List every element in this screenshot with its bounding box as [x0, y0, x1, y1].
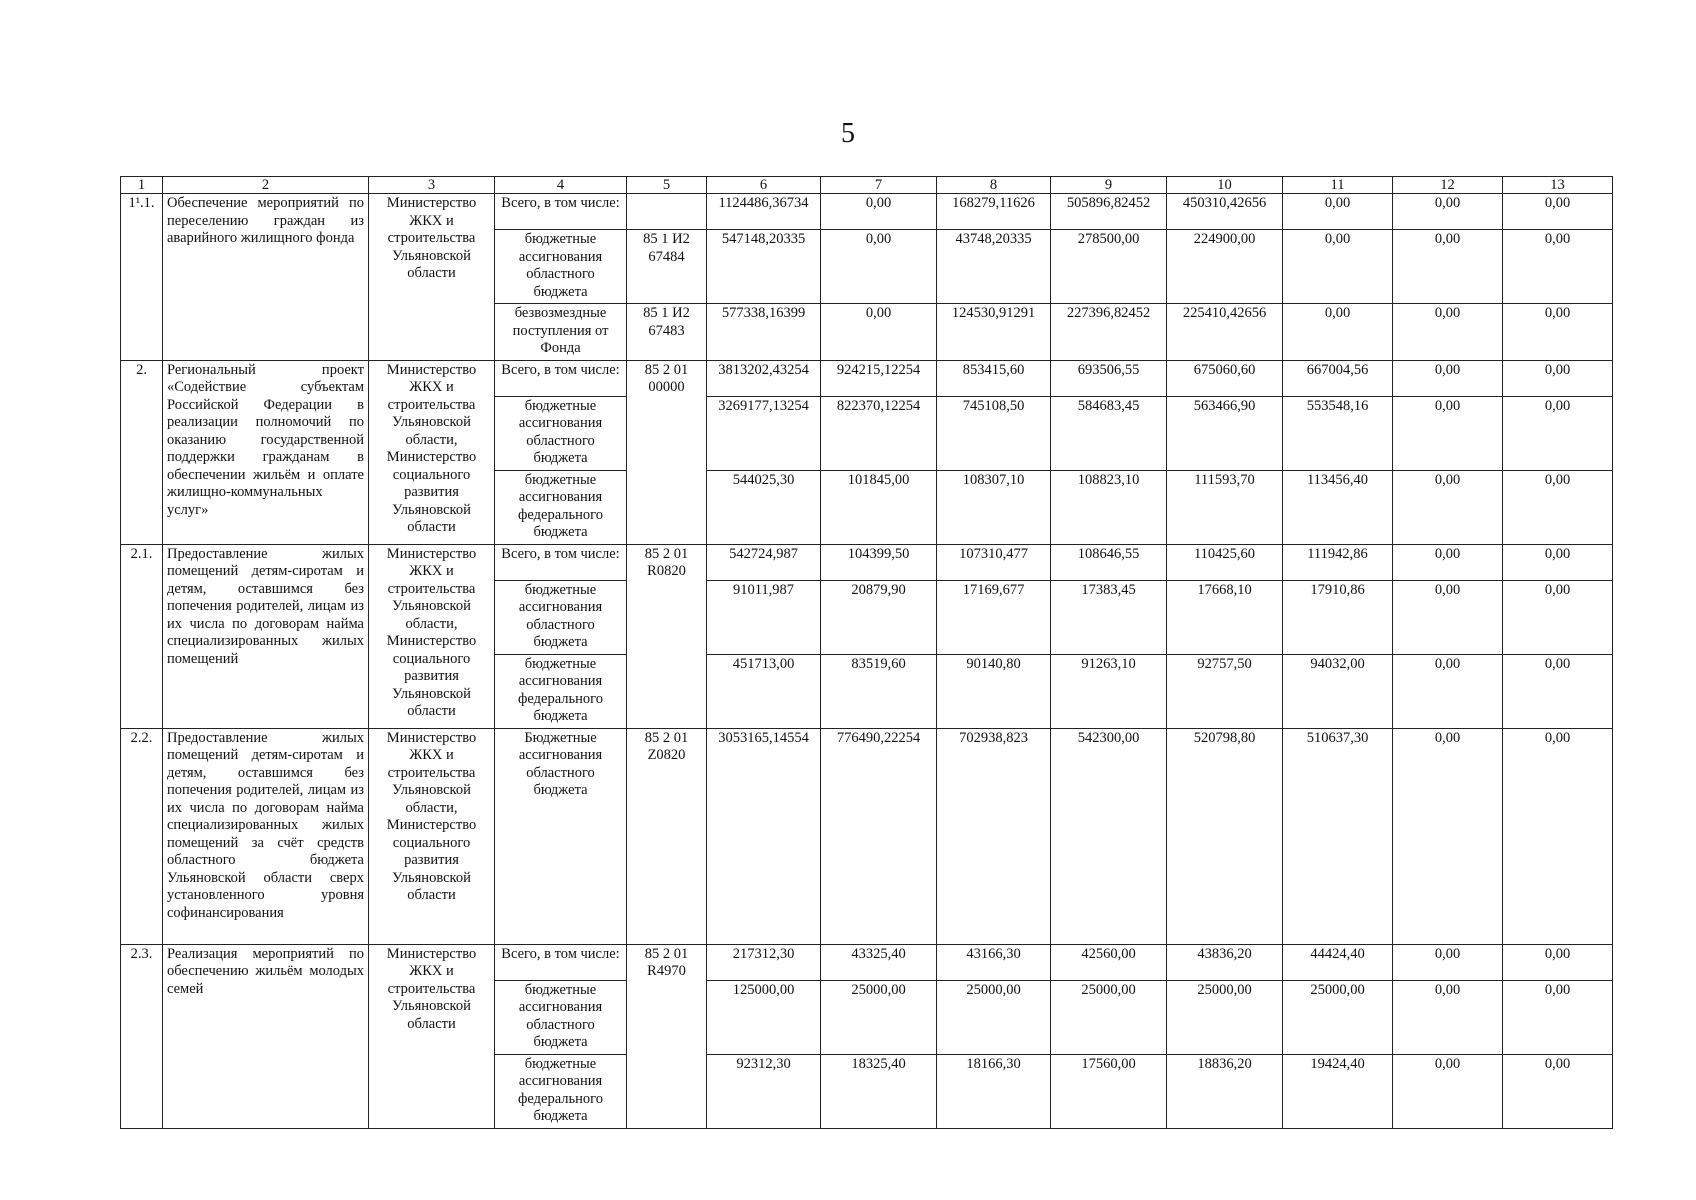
value-cell: 577338,16399	[707, 304, 821, 361]
measure-name: Региональный проект «Содействие субъектам Российской Федерации в реализации полномочий по оказанию государственной поддержки гражданам в обеспечении жильём и оплате жилищно-коммунальных услуг»	[163, 360, 369, 544]
value-cell: 90140,80	[937, 654, 1051, 728]
value-cell: 18836,20	[1167, 1054, 1283, 1128]
value-cell: 0,00	[1503, 396, 1613, 470]
value-cell: 0,00	[1503, 654, 1613, 728]
value-cell: 217312,30	[707, 944, 821, 980]
measure-name: Обеспечение мероприятий по переселению граждан из аварийного жилищного фонда	[163, 194, 369, 361]
measure-name: Предоставление жилых помещений детям-сиротам и детям, оставшимся без попечения родителей, лицам из их числа по договорам найма специализированных жилых помещений	[163, 544, 369, 728]
value-cell: 1124486,36734	[707, 194, 821, 230]
value-cell: 450310,42656	[1167, 194, 1283, 230]
value-cell: 547148,20335	[707, 230, 821, 304]
value-cell: 0,00	[1283, 304, 1393, 361]
value-cell: 25000,00	[1051, 980, 1167, 1054]
value-cell: 111593,70	[1167, 470, 1283, 544]
value-cell: 101845,00	[821, 470, 937, 544]
row-number: 2.	[121, 360, 163, 544]
column-number: 7	[821, 177, 937, 194]
budget-code: 85 2 01 R0820	[627, 544, 707, 728]
funding-source: бюджетные ассигнования областного бюджета	[495, 396, 627, 470]
column-number: 9	[1051, 177, 1167, 194]
value-cell: 225410,42656	[1167, 304, 1283, 361]
value-cell: 0,00	[1393, 470, 1503, 544]
measure-name: Предоставление жилых помещений детям-сиротам и детям, оставшимся без попечения родителей, лицам из их числа по договорам найма специализированных жилых помещений за счёт средств областного бюджета Ульяновской области сверх установленного уровня софинансирования	[163, 728, 369, 944]
funding-source: бюджетные ассигнования федерального бюджета	[495, 654, 627, 728]
value-cell: 108823,10	[1051, 470, 1167, 544]
value-cell: 553548,16	[1283, 396, 1393, 470]
table-row	[121, 360, 1613, 396]
value-cell: 0,00	[1393, 360, 1503, 396]
budget-code: 85 2 01 Z0820	[627, 728, 707, 944]
value-cell: 0,00	[1393, 944, 1503, 980]
value-cell: 542724,987	[707, 544, 821, 580]
value-cell: 104399,50	[821, 544, 937, 580]
value-cell: 25000,00	[821, 980, 937, 1054]
value-cell: 0,00	[1393, 980, 1503, 1054]
value-cell: 43325,40	[821, 944, 937, 980]
row-number: 2.3.	[121, 944, 163, 1128]
value-cell: 0,00	[1503, 470, 1613, 544]
value-cell: 111942,86	[1283, 544, 1393, 580]
value-cell: 776490,22254	[821, 728, 937, 944]
value-cell: 667004,56	[1283, 360, 1393, 396]
row-number: 1¹.1.	[121, 194, 163, 361]
row-number: 2.2.	[121, 728, 163, 944]
budget-code: 85 1 И2 67484	[627, 230, 707, 304]
value-cell: 113456,40	[1283, 470, 1393, 544]
value-cell: 0,00	[1393, 396, 1503, 470]
value-cell: 675060,60	[1167, 360, 1283, 396]
value-cell: 110425,60	[1167, 544, 1283, 580]
funding-source: безвозмездные поступления от Фонда	[495, 304, 627, 361]
value-cell: 18166,30	[937, 1054, 1051, 1128]
budget-code: 85 1 И2 67483	[627, 304, 707, 361]
value-cell: 168279,11626	[937, 194, 1051, 230]
executor: Министерство ЖКХ и строительства Ульяновской области, Министерство социального развития Ульяновской области	[369, 728, 495, 944]
value-cell: 92312,30	[707, 1054, 821, 1128]
value-cell: 25000,00	[1167, 980, 1283, 1054]
column-number: 6	[707, 177, 821, 194]
value-cell: 42560,00	[1051, 944, 1167, 980]
value-cell: 25000,00	[1283, 980, 1393, 1054]
value-cell: 0,00	[1503, 194, 1613, 230]
value-cell: 745108,50	[937, 396, 1051, 470]
value-cell: 43748,20335	[937, 230, 1051, 304]
value-cell: 0,00	[821, 194, 937, 230]
value-cell: 108646,55	[1051, 544, 1167, 580]
value-cell: 17560,00	[1051, 1054, 1167, 1128]
value-cell: 224900,00	[1167, 230, 1283, 304]
value-cell: 124530,91291	[937, 304, 1051, 361]
table-row	[121, 944, 1613, 980]
value-cell: 17668,10	[1167, 580, 1283, 654]
column-number-row	[121, 177, 1613, 194]
page-number: 5	[841, 118, 855, 149]
value-cell: 3813202,43254	[707, 360, 821, 396]
column-number: 1	[121, 177, 163, 194]
value-cell: 25000,00	[937, 980, 1051, 1054]
column-number: 11	[1283, 177, 1393, 194]
value-cell: 18325,40	[821, 1054, 937, 1128]
value-cell: 0,00	[1503, 1054, 1613, 1128]
value-cell: 451713,00	[707, 654, 821, 728]
value-cell: 0,00	[1393, 544, 1503, 580]
executor: Министерство ЖКХ и строительства Ульяновской области, Министерство социального развития Ульяновской области	[369, 360, 495, 544]
budget-code	[627, 194, 707, 230]
funding-source: Всего, в том числе:	[495, 944, 627, 980]
value-cell: 822370,12254	[821, 396, 937, 470]
measure-name: Реализация мероприятий по обеспечению жильём молодых семей	[163, 944, 369, 1128]
column-number: 3	[369, 177, 495, 194]
value-cell: 43166,30	[937, 944, 1051, 980]
value-cell: 17910,86	[1283, 580, 1393, 654]
column-number: 5	[627, 177, 707, 194]
executor: Министерство ЖКХ и строительства Ульяновской области	[369, 944, 495, 1128]
value-cell: 0,00	[821, 304, 937, 361]
value-cell: 0,00	[1393, 304, 1503, 361]
value-cell: 702938,823	[937, 728, 1051, 944]
executor: Министерство ЖКХ и строительства Ульяновской области, Министерство социального развития Ульяновской области	[369, 544, 495, 728]
value-cell: 91263,10	[1051, 654, 1167, 728]
funding-source: бюджетные ассигнования федерального бюджета	[495, 1054, 627, 1128]
value-cell: 20879,90	[821, 580, 937, 654]
column-number: 8	[937, 177, 1051, 194]
value-cell: 0,00	[1503, 230, 1613, 304]
budget-code: 85 2 01 R4970	[627, 944, 707, 1128]
value-cell: 278500,00	[1051, 230, 1167, 304]
value-cell: 83519,60	[821, 654, 937, 728]
value-cell: 0,00	[1503, 304, 1613, 361]
column-number: 13	[1503, 177, 1613, 194]
value-cell: 94032,00	[1283, 654, 1393, 728]
value-cell: 3053165,14554	[707, 728, 821, 944]
budget-code: 85 2 01 00000	[627, 360, 707, 544]
value-cell: 0,00	[1503, 544, 1613, 580]
value-cell: 0,00	[821, 230, 937, 304]
value-cell: 17383,45	[1051, 580, 1167, 654]
value-cell: 0,00	[1283, 194, 1393, 230]
column-number: 12	[1393, 177, 1503, 194]
column-number: 10	[1167, 177, 1283, 194]
value-cell: 43836,20	[1167, 944, 1283, 980]
column-number: 2	[163, 177, 369, 194]
value-cell: 3269177,13254	[707, 396, 821, 470]
table-row	[121, 728, 1613, 944]
executor: Министерство ЖКХ и строительства Ульяновской области	[369, 194, 495, 361]
value-cell: 227396,82452	[1051, 304, 1167, 361]
table-row	[121, 194, 1613, 230]
value-cell: 563466,90	[1167, 396, 1283, 470]
value-cell: 0,00	[1503, 944, 1613, 980]
value-cell: 17169,677	[937, 580, 1051, 654]
funding-source: Всего, в том числе:	[495, 544, 627, 580]
funding-source: бюджетные ассигнования областного бюджета	[495, 980, 627, 1054]
funding-source: Всего, в том числе:	[495, 194, 627, 230]
value-cell: 0,00	[1393, 230, 1503, 304]
funding-source: Бюджетные ассигнования областного бюджета	[495, 728, 627, 944]
value-cell: 505896,82452	[1051, 194, 1167, 230]
value-cell: 542300,00	[1051, 728, 1167, 944]
value-cell: 0,00	[1283, 230, 1393, 304]
value-cell: 924215,12254	[821, 360, 937, 396]
value-cell: 544025,30	[707, 470, 821, 544]
value-cell: 584683,45	[1051, 396, 1167, 470]
budget-table	[120, 176, 1613, 1129]
table-row	[121, 544, 1613, 580]
value-cell: 0,00	[1503, 728, 1613, 944]
funding-source: бюджетные ассигнования областного бюджета	[495, 230, 627, 304]
value-cell: 853415,60	[937, 360, 1051, 396]
value-cell: 693506,55	[1051, 360, 1167, 396]
value-cell: 44424,40	[1283, 944, 1393, 980]
value-cell: 19424,40	[1283, 1054, 1393, 1128]
funding-source: Всего, в том числе:	[495, 360, 627, 396]
value-cell: 510637,30	[1283, 728, 1393, 944]
value-cell: 0,00	[1393, 1054, 1503, 1128]
row-number: 2.1.	[121, 544, 163, 728]
value-cell: 0,00	[1503, 980, 1613, 1054]
value-cell: 520798,80	[1167, 728, 1283, 944]
funding-source: бюджетные ассигнования областного бюджета	[495, 580, 627, 654]
value-cell: 0,00	[1393, 194, 1503, 230]
value-cell: 91011,987	[707, 580, 821, 654]
value-cell: 108307,10	[937, 470, 1051, 544]
value-cell: 0,00	[1393, 580, 1503, 654]
value-cell: 0,00	[1503, 360, 1613, 396]
value-cell: 125000,00	[707, 980, 821, 1054]
value-cell: 0,00	[1503, 580, 1613, 654]
value-cell: 92757,50	[1167, 654, 1283, 728]
value-cell: 0,00	[1393, 728, 1503, 944]
funding-source: бюджетные ассигнования федерального бюджета	[495, 470, 627, 544]
value-cell: 0,00	[1393, 654, 1503, 728]
value-cell: 107310,477	[937, 544, 1051, 580]
column-number: 4	[495, 177, 627, 194]
